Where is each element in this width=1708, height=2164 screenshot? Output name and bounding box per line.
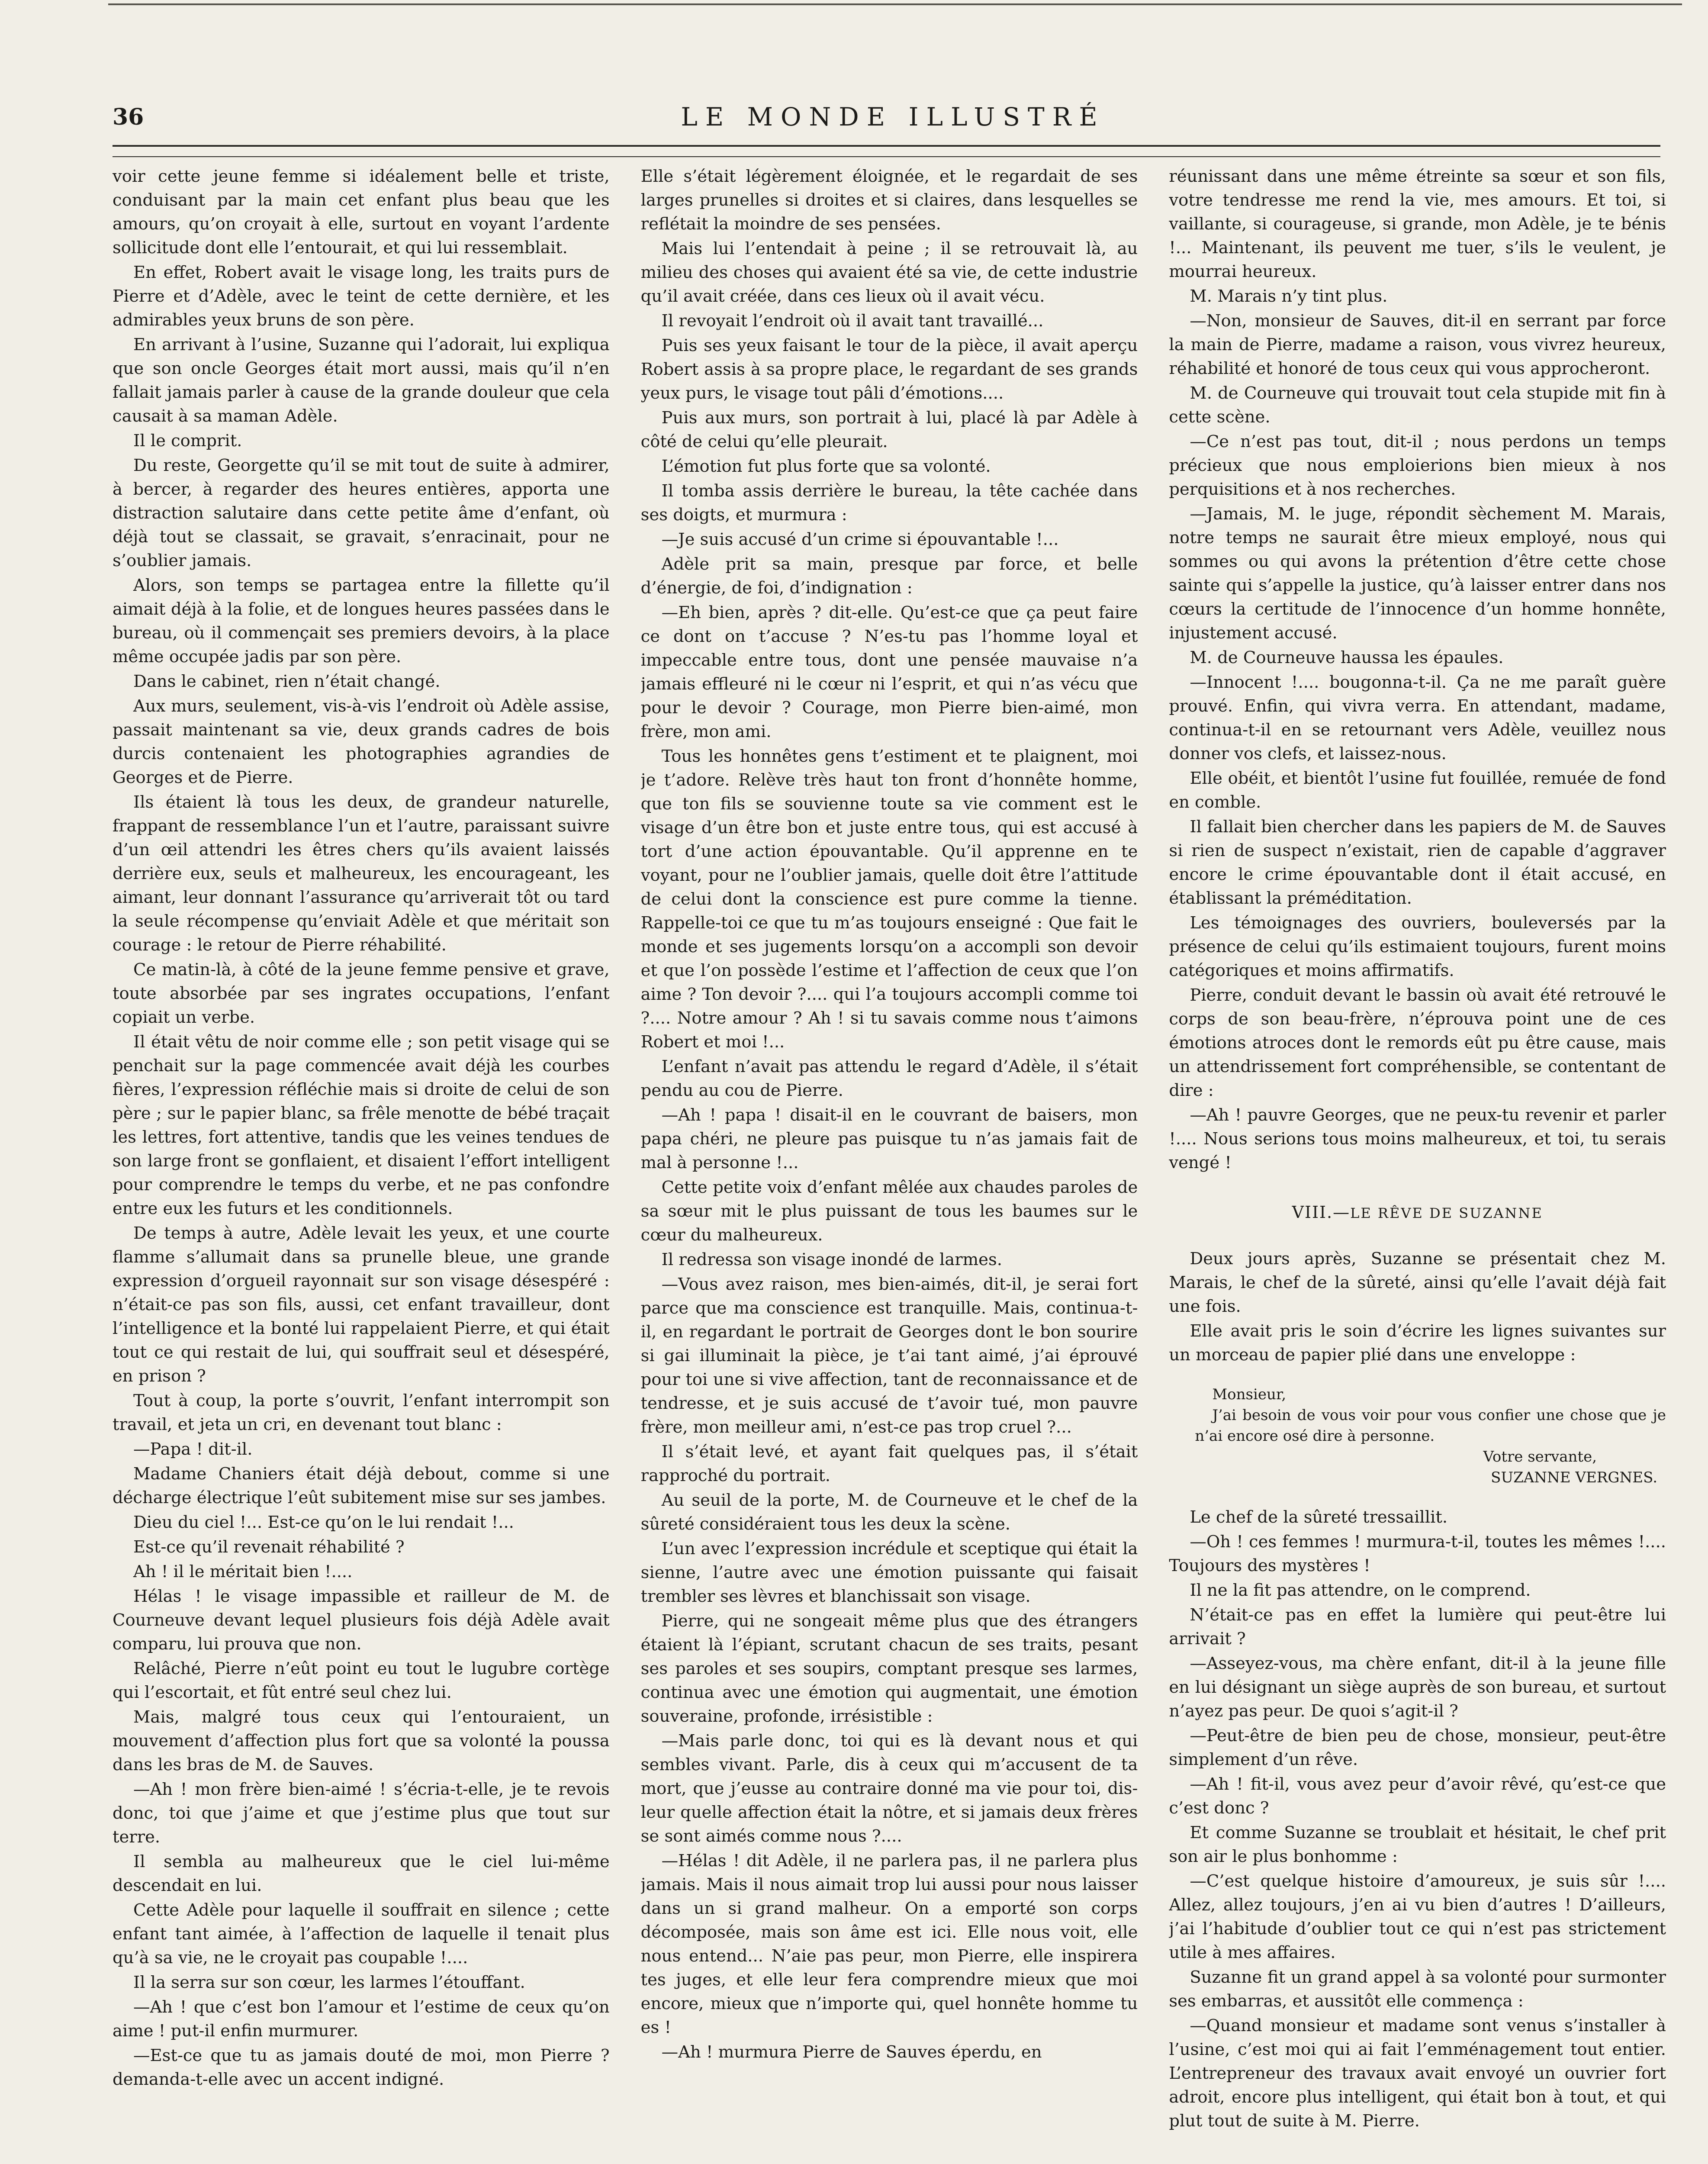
column-3-text [1169, 164, 1666, 1175]
paragraph: Il fallait bien chercher dans les papiers de M. de Sauves si rien de suspect n’existait, rien de capable d’aggraver encore le crime épouvantable dont il était accusé, en établissant la préméditation. [1169, 817, 1666, 908]
paragraph: —Mais parle donc, toi qui es là devant nous et qui sembles vivant. Parle, dis à ceux qui m’accusent de ta mort, que j’eusse au contraire donné ma vie pour toi, dis-leur quelle affection était la nôtre, et si jamais deux frères se sont aimés comme nous ?.... [640, 1731, 1138, 1846]
letter-body: J’ai besoin de vous voir pour vous confier une chose que je n’ai encore osé dire à personne. [1195, 1407, 1666, 1445]
paragraph: Il tomba assis derrière le bureau, la tête cachée dans ses doigts, et murmura : [640, 481, 1138, 525]
paragraph: —Vous avez raison, mes bien-aimés, dit-il, je serai fort parce que ma conscience est tranquille. Mais, continua-t-il, en regardant le portrait de Georges dont le bon sourire si gai illuminait la pièce, je t’ai tant aimé, j’ai éprouvé pour toi une si vive affection, tant de reconnaissance et de tendresse, et je suis accusé de t’avoir tué, mon pauvre frère, mon meilleur ami, n’est-ce pas trop cruel ?... [640, 1275, 1138, 1437]
quoted-letter [1195, 1384, 1666, 1488]
chapter-heading [1169, 1201, 1666, 1225]
paragraph: En arrivant à l’usine, Suzanne qui l’adorait, lui expliqua que son oncle Georges était mort aussi, mais qu’il n’en fallait jamais parler à cause de la grande douleur que cela causait à sa maman Adèle. [113, 335, 610, 426]
page-number: 36 [113, 104, 144, 130]
letter-signature: SUZANNE VERGNES. [1491, 1469, 1658, 1486]
paragraph: Madame Chaniers était déjà debout, comme si une décharge électrique l’eût subitement mise sur ses jambes. [113, 1464, 610, 1507]
paragraph: Puis ses yeux faisant le tour de la pièce, il avait aperçu Robert assis à sa propre place, le regardant de ses grands yeux purs, le visage tout pâli d’émotions.... [640, 336, 1138, 403]
paragraph: Adèle prit sa main, presque par force, et belle d’énergie, de foi, d’indignation : [640, 554, 1138, 598]
paragraph: —Papa ! dit-il. [133, 1439, 253, 1459]
text-columns [113, 164, 1666, 2164]
paragraph: Elle obéit, et bientôt l’usine fut fouillée, remuée de fond en comble. [1169, 769, 1666, 812]
paragraph: —Ah ! pauvre Georges, que ne peux-tu revenir et parler !.... Nous serions tous moins malheureux, et toi, tu serais vengé ! [1169, 1105, 1666, 1172]
paragraph: Il sembla au malheureux que le ciel lui-même descendait en lui. [113, 1852, 610, 1895]
paragraph: —Je suis accusé d’un crime si épouvantable !... [661, 530, 1059, 549]
paragraph: En effet, Robert avait le visage long, les traits purs de Pierre et d’Adèle, avec le teint de cette dernière, et les admirables yeux bruns de son père. [113, 263, 610, 330]
paragraph: —Ah ! que c’est bon l’amour et l’estime de ceux qu’on aime ! put-il enfin murmurer. [113, 1997, 610, 2041]
paragraph: Relâché, Pierre n’eût point eu tout le lugubre cortège qui l’escortait, et fût entré seul chez lui. [113, 1659, 610, 1702]
paragraph: —Ah ! fit-il, vous avez peur d’avoir rêvé, qu’est-ce que c’est donc ? [1169, 1774, 1666, 1818]
paragraph: Et comme Suzanne se troublait et hésitait, le chef prit son air le plus bonhomme : [1169, 1823, 1666, 1866]
paragraph: Deux jours après, Suzanne se présentait chez M. Marais, le chef de la sûreté, ainsi qu’elle l’avait déjà fait une fois. [1169, 1249, 1666, 1316]
paragraph: Il s’était levé, et ayant fait quelques pas, il s’était rapproché du portrait. [640, 1442, 1138, 1485]
paragraph: Ils étaient là tous les deux, de grandeur naturelle, frappant de ressemblance l’un et l’autre, paraissant suivre d’un œil attendri les êtres chers qu’ils avaient laissés derrière eux, seuls et malheureux, les encourageant, les aimant, leur donnant l’assurance qu’arriverait tôt ou tard la seule récompense qu’enviait Adèle et que méritait son courage : le retour de Pierre réhabilité. [113, 792, 610, 955]
paragraph: Puis aux murs, son portrait à lui, placé là par Adèle à côté de celui qu’elle pleurait. [640, 408, 1138, 451]
paragraph: —Ce n’est pas tout, dit-il ; nous perdons un temps précieux que nous emploierions bien mieux à nos perquisitions et à nos recherches. [1169, 432, 1666, 499]
paragraph: M. de Courneuve qui trouvait tout cela stupide mit fin à cette scène. [1169, 383, 1666, 427]
paragraph: Il la serra sur son cœur, les larmes l’étouffant. [133, 1973, 525, 1992]
paragraph: Est-ce qu’il revenait réhabilité ? [133, 1537, 405, 1557]
column-3 [1169, 164, 1666, 2164]
paragraph: —Hélas ! dit Adèle, il ne parlera pas, il ne parlera plus jamais. Mais il nous aimait trop lui aussi pour nous laisser dans un si grand malheur. On a emporté son corps décomposée, mais son âme est ici. Elle nous voit, elle nous entend... N’aie pas peur, mon Pierre, elle inspirera tes juges, et elle leur fera comprendre mieux que moi encore, mieux que n’importe qui, quel honnête homme tu es ! [640, 1851, 1138, 2037]
paragraph: M. Marais n’y tint plus. [1190, 287, 1388, 306]
paragraph: Elle avait pris le soin d’écrire les lignes suivantes sur un morceau de papier plié dans une enveloppe : [1169, 1321, 1666, 1365]
paragraph: De temps à autre, Adèle levait les yeux, et une courte flamme s’allumait dans sa prunelle bleue, une grande expression d’orgueil rayonnait sur son visage désespéré : n’était-ce pas son fils, aussi, cet enfant travailleur, dont l’intelligence et la bonté lui rappelaient Pierre, et qui était tout ce qui restait de lui, qui souffrait seul et désespéré, en prison ? [113, 1224, 610, 1386]
paragraph: Le chef de la sûreté tressaillit. [1190, 1507, 1448, 1527]
paragraph: Il redressa son visage inondé de larmes. [661, 1250, 1002, 1269]
paragraph: Ce matin-là, à côté de la jeune femme pensive et grave, toute absorbée par ses ingrates occupations, l’enfant copiait un verbe. [113, 960, 610, 1027]
paragraph: Alors, son temps se partagea entre la fillette qu’il aimait déjà à la folie, et de longues heures passées dans le bureau, où il commençait ses premiers devoirs, à la place même occupée jadis par son père. [113, 576, 610, 667]
paragraph: —C’est quelque histoire d’amoureux, je suis sûr !.... Allez, allez toujours, j’en ai vu bien d’autres ! D’ailleurs, j’ai l’habitude d’oublier tout ce qui n’est pas strictement utile à mes affaires. [1169, 1871, 1666, 1962]
column-2 [641, 164, 1138, 2164]
paragraph: Suzanne fit un grand appel à sa volonté pour surmonter ses embarras, et aussitôt elle commença : [1169, 1968, 1666, 2011]
paragraph: Il était vêtu de noir comme elle ; son petit visage qui se penchait sur la page commencée avait déjà les courbes fières, l’expression réfléchie mais si droite de celui de son père ; sur le papier blanc, sa frêle menotte de bébé traçait les lettres, fort attentive, tandis que les veines tendues de son large front se gonflaient, et disaient l’effort intelligent pour comprendre le temps du verbe, et ne pas confondre entre eux les futurs et les conditionnels. [113, 1032, 610, 1218]
paragraph: Dieu du ciel !... Est-ce qu’on le lui rendait !... [133, 1513, 514, 1532]
column-3-text-b [1169, 1247, 1666, 1367]
paragraph: Il le comprit. [133, 431, 242, 451]
paragraph: N’était-ce pas en effet la lumière qui peut-être lui arrivait ? [1169, 1605, 1666, 1649]
paragraph: Tous les honnêtes gens t’estiment et te plaignent, moi je t’adore. Relève très haut ton front d’honnête homme, que ton fils se souvienne toute sa vie comment est le visage d’un être bon et juste entre tous, qui est accusé à tort d’une action épouvantable. Qu’il apprenne en te voyant, pour ne l’oublier jamais, quelle doit être l’attitude de celui dont la conscience est pure comme la tienne. Rappelle-toi ce que tu m’as toujours enseigné : Que fait le monde et ses jugements lorsqu’on a accompli son devoir et que l’on possède l’estime et l’affection de ceux que l’on aime ? Ton devoir ?.... qui l’a toujours accompli comme toi ?.... Notre amour ? Ah ! si tu savais comme nous t’aimons Robert et moi !... [640, 747, 1138, 1052]
paragraph: L’enfant n’avait pas attendu le regard d’Adèle, il s’était pendu au cou de Pierre. [640, 1057, 1138, 1100]
paragraph: L’émotion fut plus forte que sa volonté. [661, 457, 991, 476]
paragraph: Il ne la fit pas attendre, on le comprend. [1190, 1581, 1531, 1600]
paragraph: Les témoignages des ouvriers, bouleversés par la présence de celui qu’ils estimaient toujours, furent moins catégoriques et moins affirmatifs. [1169, 913, 1666, 980]
column-1-text [113, 164, 610, 2091]
paragraph: Il revoyait l’endroit où il avait tant travaillé... [661, 311, 1044, 331]
paragraph: M. de Courneuve haussa les épaules. [1190, 648, 1504, 667]
paragraph: —Est-ce que tu as jamais douté de moi, mon Pierre ? demanda-t-elle avec un accent indigné. [113, 2046, 610, 2089]
chapter-number: VIII.— [1292, 1203, 1351, 1222]
column-1 [113, 164, 610, 2164]
paragraph: Aux murs, seulement, vis-à-vis l’endroit où Adèle assise, passait maintenant sa vie, deux grands cadres de bois durcis contenaient les photographies agrandies de Georges et de Pierre. [113, 696, 610, 787]
paragraph: Dans le cabinet, rien n’était changé. [133, 672, 441, 691]
column-2-text [641, 164, 1138, 2064]
paragraph: —Asseyez-vous, ma chère enfant, dit-il à la jeune fille en lui désignant un siège auprès de son bureau, et surtout n’ayez pas peur. De quoi s’agit-il ? [1169, 1654, 1666, 1721]
paragraph: Pierre, conduit devant le bassin où avait été retrouvé le corps de son beau-frère, n’éprouva point une de ces émotions atroces dont le remords eût pu être cause, mais un attendrissement fort compréhensible, se contentant de dire : [1169, 985, 1666, 1100]
paragraph: —Ah ! mon frère bien-aimé ! s’écria-t-elle, je te revois donc, toi que j’aime et que j’estime plus que tout sur terre. [113, 1780, 610, 1847]
paragraph: Cette petite voix d’enfant mêlée aux chaudes paroles de sa sœur mit le plus puissant de tous les baumes sur le cœur du malheureux. [640, 1178, 1138, 1245]
paragraph: Ah ! il le méritait bien !.... [133, 1562, 353, 1581]
paragraph: voir cette jeune femme si idéalement belle et triste, conduisant par la main cet enfant plus beau que les amours, qu’on croyait à elle, surtout en voyant l’ardente sollicitude dont elle l’entourait, et qui lui ressemblait. [113, 167, 610, 258]
paragraph: Mais, malgré tous ceux qui l’entouraient, un mouvement d’affection plus fort que sa volonté la poussa dans les bras de M. de Sauves. [113, 1707, 610, 1774]
paragraph: Hélas ! le visage impassible et railleur de M. de Courneuve devant lequel plusieurs fois déjà Adèle avait comparu, lui prouva que non. [113, 1587, 610, 1654]
paragraph: —Ah ! papa ! disait-il en le couvrant de baisers, mon papa chéri, ne pleure pas puisque tu n’as jamais fait de mal à personne !... [640, 1105, 1138, 1172]
chapter-title: LE RÊVE DE SUZANNE [1350, 1205, 1543, 1221]
top-rule [108, 3, 1682, 5]
paragraph: Elle s’était légèrement éloignée, et le regardait de ses larges prunelles si droites et si claires, dans lesquelles se reflétait la moindre de ses pensées. [640, 167, 1138, 234]
letter-salutation: Monsieur, [1212, 1386, 1287, 1403]
paragraph: —Jamais, M. le juge, répondit sèchement M. Marais, notre temps ne saurait être mieux employé, nous qui sommes ou qui avons la prétention d’être cette chose sainte qui s’appelle la justice, qu’à laisser entrer dans nos cœurs la certitude de l’innocence d’un homme honnête, injustement accusé. [1169, 504, 1666, 643]
paragraph: —Eh bien, après ? dit-elle. Qu’est-ce que ça peut faire ce dont on t’accuse ? N’es-tu pas l’homme loyal et impeccable entre tous, dont une pensée mauvaise n’a jamais effleuré ni le cœur ni l’esprit, et qui n’as vécu que pour le devoir ? Courage, mon Pierre bien-aimé, mon frère, mon ami. [640, 603, 1138, 741]
paragraph: Tout à coup, la porte s’ouvrit, l’enfant interrompit son travail, et jeta un cri, en devenant tout blanc : [113, 1391, 610, 1434]
paragraph: —Oh ! ces femmes ! murmura-t-il, toutes les mêmes !.... Toujours des mystères ! [1169, 1532, 1666, 1575]
masthead-title: LE MONDE ILLUSTRÉ [681, 102, 1105, 132]
column-3-text-c [1169, 1505, 1666, 2133]
paragraph: —Quand monsieur et madame sont venus s’installer à l’usine, c’est moi qui ai fait l’emménagement tout entier. L’entrepreneur des travaux avait envoyé un ouvrier fort adroit, encore plus intelligent, qui était bon à tout, et qui plut tout de suite à M. Pierre. [1169, 2016, 1666, 2131]
letter-closing: Votre servante, [1483, 1448, 1597, 1465]
paragraph: Cette Adèle pour laquelle il souffrait en silence ; cette enfant tant aimée, à l’affection de laquelle il tenait plus qu’à sa vie, ne le croyait pas coupable !.... [113, 1900, 610, 1968]
paragraph: —Innocent !.... bougonna-t-il. Ça ne me paraît guère prouvé. Enfin, qui vivra verra. En attendant, madame, continua-t-il en se retournant vers Adèle, veuillez nous donner vos clefs, et laissez-nous. [1169, 673, 1666, 763]
paragraph: Au seuil de la porte, M. de Courneuve et le chef de la sûreté considéraient tous les deux la scène. [640, 1491, 1138, 1534]
paragraph: —Ah ! murmura Pierre de Sauves éperdu, en [661, 2042, 1042, 2062]
header-rule [113, 145, 1660, 157]
paragraph: —Non, monsieur de Sauves, dit-il en serrant par force la main de Pierre, madame a raison, vous vivrez heureux, réhabilité et honoré de tous ceux qui vous approcheront. [1169, 311, 1666, 378]
paragraph: Mais lui l’entendait à peine ; il se retrouvait là, au milieu des choses qui avaient été sa vie, de cette industrie qu’il avait créée, dans ces lieux où il avait vécu. [640, 239, 1138, 306]
paragraph: —Peut-être de bien peu de chose, monsieur, peut-être simplement d’un rêve. [1169, 1726, 1666, 1769]
paragraph: Du reste, Georgette qu’il se mit tout de suite à admirer, à bercer, à regarder des heures entières, apporta une distraction salutaire dans cette petite âme d’enfant, où déjà tout se classait, se gravait, s’enracinait, pour ne s’oublier jamais. [113, 456, 610, 570]
page-header [113, 104, 1673, 143]
paragraph: Pierre, qui ne songeait même plus que des étrangers étaient là l’épiant, scrutant chacun de ses traits, pesant ses paroles et ses soupirs, comptant presque ses larmes, continua avec une émotion qui augmentait, une émotion souveraine, profonde, irrésistible : [640, 1611, 1138, 1726]
paragraph: L’un avec l’expression incrédule et sceptique qui était la sienne, l’autre avec une émotion puissante qui faisait trembler ses lèvres et blanchissait son visage. [640, 1539, 1138, 1606]
paragraph: réunissant dans une même étreinte sa sœur et son fils, votre tendresse me rend la vie, mes amours. Et toi, si vaillante, si courageuse, si grande, mon Adèle, je te bénis !... Maintenant, ils peuvent me tuer, s’ils le veulent, je mourrai heureux. [1169, 167, 1666, 281]
